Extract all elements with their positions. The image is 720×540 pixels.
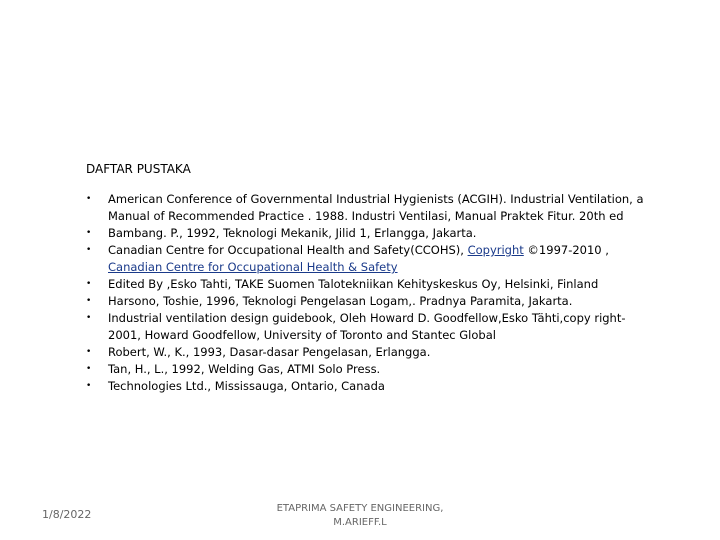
bullet-icon: • [86, 245, 92, 255]
reference-text: Technologies Ltd., Mississauga, Ontario, Canada [108, 379, 385, 393]
reference-text: American Conference of Governmental Industrial Hygienists (ACGIH). Industrial Ventilation, a Manual of Recommended Practice . 1988. Industri Ventilasi, Manual Praktek Fitur. 20th ed [108, 192, 644, 223]
reference-text: Robert, W., K., 1993, Dasar-dasar Pengelasan, Erlangga. [108, 345, 431, 359]
reference-text: Industrial ventilation design guidebook, Oleh Howard D. Goodfellow,Esko Tähti,copy right-2001, Howard Goodfellow, University of Toronto and Stantec Global [108, 311, 626, 342]
reference-item [86, 293, 646, 310]
reference-list [86, 191, 646, 395]
reference-text: ©1997-2010 , [523, 243, 609, 257]
reference-item [86, 276, 646, 293]
footer-line: M.ARIEFF.L [333, 517, 387, 528]
bullet-icon: • [86, 228, 92, 238]
bullet-icon: • [86, 313, 92, 323]
reference-item [86, 310, 646, 344]
footer-author [260, 502, 460, 530]
reference-text: Edited By ,Esko Tahti, TAKE Suomen Talotekniikan Kehityskeskus Oy, Helsinki, Finland [108, 277, 599, 291]
bullet-icon: • [86, 347, 92, 357]
reference-text: Bambang. P., 1992, Teknologi Mekanik, Jilid 1, Erlangga, Jakarta. [108, 226, 477, 240]
reference-item [86, 361, 646, 378]
reference-item [86, 378, 646, 395]
copyright-link[interactable]: Copyright [467, 243, 524, 257]
reference-text: Canadian Centre for Occupational Health and Safety(CCOHS), [108, 243, 468, 257]
reference-text: Harsono, Toshie, 1996, Teknologi Pengelasan Logam,. Pradnya Paramita, Jakarta. [108, 294, 573, 308]
reference-text: Tan, H., L., 1992, Welding Gas, ATMI Solo Press. [108, 362, 381, 376]
reference-item [86, 225, 646, 242]
bullet-icon: • [86, 364, 92, 374]
footer-date: 1/8/2022 [42, 508, 92, 521]
ccohs-link[interactable]: Canadian Centre for Occupational Health & Safety [108, 260, 398, 274]
footer-line: ETAPRIMA SAFETY ENGINEERING, [276, 503, 444, 514]
slide-title: DAFTAR PUSTAKA [86, 162, 191, 176]
bullet-icon: • [86, 296, 92, 306]
bullet-icon: • [86, 279, 92, 289]
reference-item [86, 191, 646, 225]
reference-item [86, 242, 646, 276]
reference-item [86, 344, 646, 361]
bullet-icon: • [86, 381, 92, 391]
bullet-icon: • [86, 194, 92, 204]
